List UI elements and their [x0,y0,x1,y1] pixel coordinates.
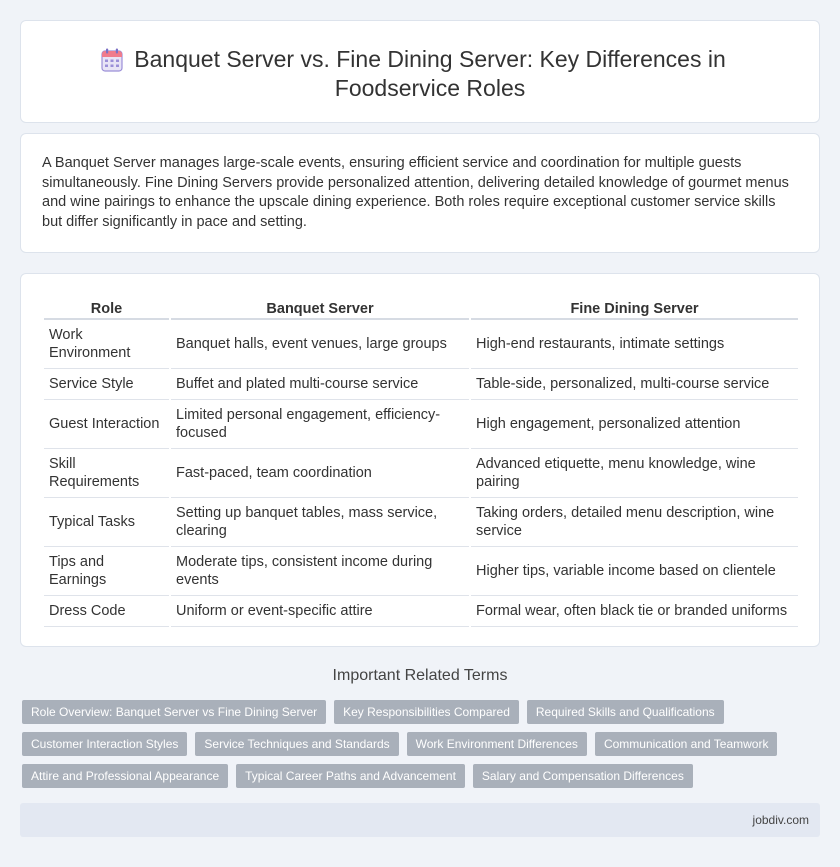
table-cell-fine-dining: High-end restaurants, intimate settings [471,320,798,369]
footer [20,803,820,837]
table-cell-role: Tips and Earnings [44,547,169,596]
related-term-tag[interactable]: Key Responsibilities Compared [334,700,519,724]
page-title: Banquet Server vs. Fine Dining Server: Key Differences in Foodservice Roles [134,46,726,101]
intro-card [20,133,820,253]
table-row [44,498,798,547]
comparison-table-card [20,273,820,647]
table-cell-role: Typical Tasks [44,498,169,547]
table-row [44,449,798,498]
table-row [44,596,798,627]
table-cell-role: Work Environment [44,320,169,369]
footer-site-link[interactable]: jobdiv.com [752,813,809,827]
table-cell-fine-dining: Table-side, personalized, multi-course service [471,369,798,400]
related-terms-tags [22,700,822,788]
column-header-fine-dining-server: Fine Dining Server [471,296,798,320]
table-cell-fine-dining: Taking orders, detailed menu description, wine service [471,498,798,547]
table-cell-role: Guest Interaction [44,400,169,449]
related-term-tag[interactable]: Typical Career Paths and Advancement [236,764,465,788]
table-cell-banquet: Limited personal engagement, efficiency-focused [171,400,469,449]
table-cell-banquet: Banquet halls, event venues, large groups [171,320,469,369]
table-cell-fine-dining: Advanced etiquette, menu knowledge, wine pairing [471,449,798,498]
table-cell-fine-dining: Higher tips, variable income based on clientele [471,547,798,596]
comparison-table [42,296,800,627]
table-cell-fine-dining: Formal wear, often black tie or branded uniforms [471,596,798,627]
related-term-tag[interactable]: Required Skills and Qualifications [527,700,724,724]
table-cell-banquet: Fast-paced, team coordination [171,449,469,498]
table-row [44,320,798,369]
table-row [44,369,798,400]
table-cell-fine-dining: High engagement, personalized attention [471,400,798,449]
column-header-banquet-server: Banquet Server [171,296,469,320]
intro-paragraph: A Banquet Server manages large-scale events, ensuring efficient service and coordination for multiple guests simultaneously. Fine Dining Servers provide personalized attention, delivering detailed knowledge of gourmet menus and wine pairings to enhance the upscale dining experience. Both roles require exceptional customer service skills but differ significantly in pace and setting. [42,155,789,230]
related-term-tag[interactable]: Role Overview: Banquet Server vs Fine Dining Server [22,700,326,724]
related-term-tag[interactable]: Communication and Teamwork [595,732,778,756]
related-term-tag[interactable]: Salary and Compensation Differences [473,764,693,788]
related-terms-heading: Important Related Terms [332,667,508,684]
table-cell-banquet: Buffet and plated multi-course service [171,369,469,400]
table-cell-role: Service Style [44,369,169,400]
table-cell-role: Skill Requirements [44,449,169,498]
table-cell-role: Dress Code [44,596,169,627]
title-card [20,20,820,123]
table-cell-banquet: Moderate tips, consistent income during events [171,547,469,596]
table-header-row [44,296,798,320]
related-term-tag[interactable]: Customer Interaction Styles [22,732,187,756]
column-header-role: Role [44,296,169,320]
related-term-tag[interactable]: Work Environment Differences [407,732,587,756]
related-term-tag[interactable]: Attire and Professional Appearance [22,764,228,788]
table-row [44,400,798,449]
table-row [44,547,798,596]
related-term-tag[interactable]: Service Techniques and Standards [195,732,398,756]
table-cell-banquet: Uniform or event-specific attire [171,596,469,627]
table-cell-banquet: Setting up banquet tables, mass service, clearing [171,498,469,547]
